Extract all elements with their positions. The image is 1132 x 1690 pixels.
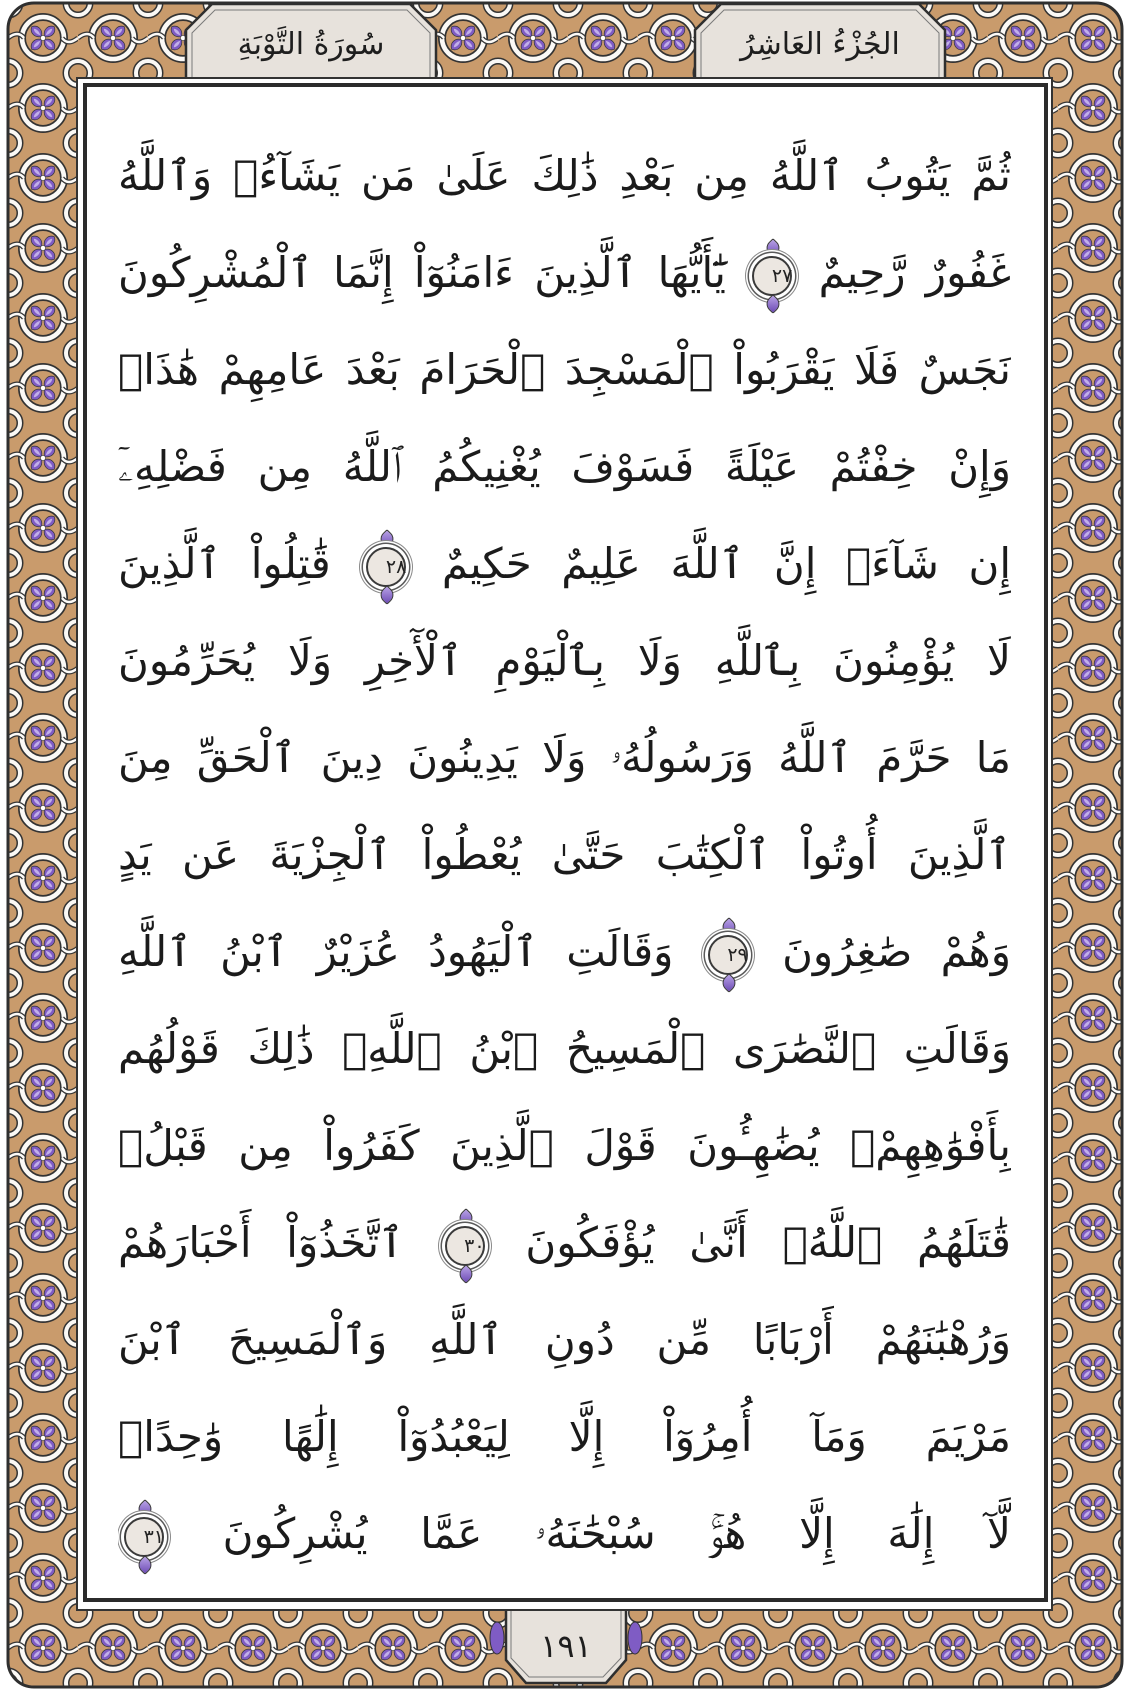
page-number: ١٩١ — [540, 1627, 592, 1665]
verse-text: بِأَفْوَٰهِهِمْۖ يُضَٰهِـُٔونَ قَوْلَ ٱلَّذِينَ كَفَرُواْ مِن قَبْلُۚ — [118, 1121, 1011, 1170]
text-line-15 — [118, 1485, 1011, 1582]
text-line-1 — [118, 127, 1011, 224]
text-line-11 — [118, 1097, 1011, 1194]
verse-text: ٱتَّخَذُوٓاْ أَحْبَارَهُمْ — [118, 1218, 404, 1267]
verse-text: وَرُهْبَٰنَهُمْ أَرْبَابًا مِّن دُونِ ٱللَّهِ وَٱلْمَسِيحَ ٱبْنَ — [118, 1315, 1011, 1364]
text-line-9 — [118, 903, 1011, 1000]
verse-text: قَٰتِلُواْ ٱلَّذِينَ — [118, 539, 331, 588]
surah-name-label: سُورَةُ التَّوْبَةِ — [237, 27, 385, 62]
verse-text: إِن شَآءَۚ إِنَّ ٱللَّهَ عَلِيمٌ حَكِيمٌ — [441, 539, 1011, 588]
text-line-6 — [118, 612, 1011, 709]
text-line-4 — [118, 418, 1011, 515]
ayah-number: ٣١ — [143, 1525, 164, 1548]
ornament-icon — [135, 1555, 155, 1575]
text-line-3 — [118, 321, 1011, 418]
ornament-icon — [377, 529, 397, 549]
verse-text: ثُمَّ يَتُوبُ ٱللَّهُ مِن بَعْدِ ذَٰلِكَ عَلَىٰ مَن يَشَآءُۗ وَٱللَّهُ — [118, 151, 1011, 200]
verse-text: مَرْيَمَ وَمَآ أُمِرُوٓاْ إِلَّا لِيَعْبُدُوٓاْ إِلَٰهًا وَٰحِدًاۖ — [118, 1412, 1011, 1461]
verse-text: ٱلَّذِينَ أُوتُواْ ٱلْكِتَٰبَ حَتَّىٰ يُعْطُواْ ٱلْجِزْيَةَ عَن يَدٍ — [118, 830, 1011, 879]
verse-text: نَجَسٌ فَلَا يَقْرَبُواْ ٱلْمَسْجِدَ ٱلْحَرَامَ بَعْدَ عَامِهِمْ هَٰذَاۚ — [118, 345, 1011, 394]
verse-text: وَإِنْ خِفْتُمْ عَيْلَةً فَسَوْفَ يُغْنِيكُمُ ٱللَّهُ مِن فَضْلِهِۦٓ — [118, 442, 1011, 491]
text-line-10 — [118, 1000, 1011, 1097]
verses-text-block — [118, 127, 1011, 1582]
ayah-number: ٢٨ — [385, 555, 407, 578]
juz-name-label: الجُزْءُ العَاشِرُ — [740, 27, 900, 62]
verse-text: وَهُمْ صَٰغِرُونَ — [782, 927, 1011, 976]
ayah-marker-31 — [124, 1517, 164, 1557]
ornament-icon — [377, 585, 397, 605]
ornament-icon — [763, 238, 783, 258]
text-line-8 — [118, 806, 1011, 903]
ayah-marker-28 — [366, 547, 406, 587]
text-line-5 — [118, 515, 1011, 612]
verse-text: وَقَالَتِ ٱلْيَهُودُ عُزَيْرٌ ٱبْنُ ٱللَّهِ — [118, 927, 674, 976]
ayah-number: ٢٩ — [727, 943, 748, 966]
verse-text: مَا حَرَّمَ ٱللَّهُ وَرَسُولُهُۥ وَلَا يَدِينُونَ دِينَ ٱلْحَقِّ مِنَ — [118, 733, 1011, 782]
ornament-icon — [135, 1499, 155, 1519]
ayah-marker-29 — [708, 935, 748, 975]
ayah-marker-30 — [445, 1226, 485, 1266]
text-line-7 — [118, 709, 1011, 806]
ayah-number: ٢٧ — [771, 264, 793, 287]
ornament-icon — [719, 917, 739, 937]
text-line-13 — [118, 1291, 1011, 1388]
verse-text: لَّآ إِلَٰهَ إِلَّا هُوَۚ سُبْحَٰنَهُۥ عَمَّا يُشْرِكُونَ — [222, 1509, 1011, 1558]
verse-text: غَفُورٌ رَّحِيمٌ — [818, 248, 1011, 297]
ornament-icon — [719, 973, 739, 993]
text-line-14 — [118, 1388, 1011, 1485]
ornament-icon — [763, 294, 783, 314]
verse-text: لَا يُؤْمِنُونَ بِٱللَّهِ وَلَا بِٱلْيَوْمِ ٱلْأٓخِرِ وَلَا يُحَرِّمُونَ — [118, 636, 1011, 685]
ayah-number: ٣٠ — [464, 1234, 485, 1257]
ayah-marker-27 — [752, 256, 792, 296]
verse-text: يَٰٓأَيُّهَا ٱلَّذِينَ ءَامَنُوٓاْ إِنَّمَا ٱلْمُشْرِكُونَ — [118, 248, 726, 297]
ornament-icon — [456, 1208, 476, 1228]
verse-text: وَقَالَتِ ٱلنَّصَٰرَى ٱلْمَسِيحُ ٱبْنُ ٱللَّهِۖ ذَٰلِكَ قَوْلُهُم — [118, 1024, 1011, 1073]
verse-text: قَٰتَلَهُمُ ٱللَّهُۖ أَنَّىٰ يُؤْفَكُونَ — [525, 1218, 1011, 1267]
text-line-12 — [118, 1194, 1011, 1291]
ornament-icon — [456, 1264, 476, 1284]
text-line-2 — [118, 224, 1011, 321]
